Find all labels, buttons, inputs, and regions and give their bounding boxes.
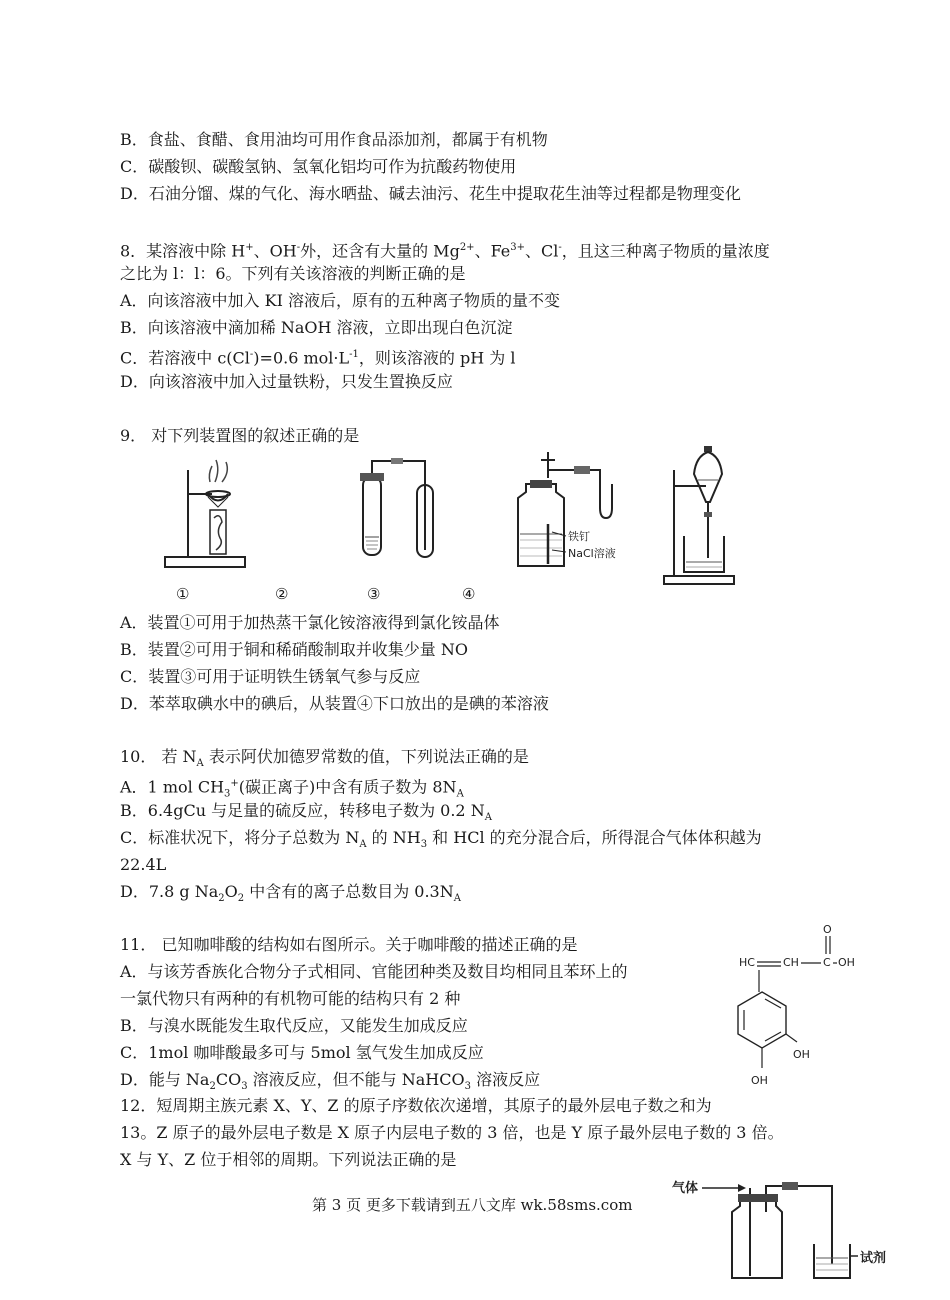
apparatus-2-tube-figure <box>355 455 445 560</box>
q8-stem-2: 之比为 l：l：6。下列有关该溶液的判断正确的是 <box>120 264 466 283</box>
q10-option-d: D．7.8 g $Na_2O_2$ 中含有的离子总数目为 $0.3N_A$ <box>120 882 461 905</box>
struct-oh-para: OH <box>751 1074 768 1087</box>
q7-option-c: C．碳酸钡、碳酸氢钠、氢氧化铝均可作为抗酸药物使用 <box>120 157 517 176</box>
q9-option-d: D．苯萃取碘水中的碘后，从装置④下口放出的是碘的苯溶液 <box>120 694 549 713</box>
q9-option-a: A．装置①可用于加热蒸干氯化铵溶液得到氯化铵晶体 <box>120 613 500 632</box>
apparatus-label-4: ④ <box>462 585 476 603</box>
q12-stem-3: X 与 Y、Z 位于相邻的周期。下列说法正确的是 <box>120 1150 457 1169</box>
q10-option-b: B．6.4gCu 与足量的硫反应，转移电子数为 0.2 $N_A$ <box>120 801 492 824</box>
q10-option-c-cont: 22.4L <box>120 855 167 874</box>
nacl-solution-label: NaCl溶液 <box>568 547 616 560</box>
q8-stem: 8．某溶液中除 H+、OH-外，还含有大量的 $Mg^{2+}$、$Fe^{3+}$、Cl-，且这三种离子物质的量浓度 <box>120 241 770 261</box>
q9-stem: 9． 对下列装置图的叙述正确的是 <box>120 426 360 445</box>
caffeic-acid-structure-figure <box>735 922 860 1092</box>
q12-stem-1: 12．短周期主族元素 X、Y、Z 的原子序数依次递增，其原子的最外层电子数之和为 <box>120 1096 712 1115</box>
q8-option-a: A．向该溶液中加入 KI 溶液后，原有的五种离子物质的量不变 <box>120 291 561 310</box>
q10-option-a: A．1 mol $CH_3^+$(碳正离子)中含有质子数为 $8N_A$ <box>120 777 464 800</box>
apparatus-label-1: ① <box>176 585 190 603</box>
q10-option-c: C．标准状况下，将分子总数为 $N_A$ 的 $NH_3$ 和 HCl 的充分混合后，所得混合气体体积越为 <box>120 828 762 851</box>
q11-option-b: B．与溴水既能发生取代反应，又能发生加成反应 <box>120 1016 468 1035</box>
struct-oh-meta: OH <box>793 1048 810 1061</box>
struct-o-label: O <box>823 923 832 936</box>
struct-hc-label: HC <box>739 956 755 969</box>
apparatus-1-evaporation-figure <box>160 452 250 577</box>
struct-oh-carboxyl: OH <box>838 956 855 969</box>
gas-washing-apparatus-figure <box>670 1172 910 1280</box>
q8-option-b: B．向该溶液中滴加稀 NaOH 溶液，立即出现白色沉淀 <box>120 318 513 337</box>
apparatus-4-separatory-funnel-figure <box>660 440 740 588</box>
struct-c-label: C <box>823 956 831 969</box>
page-footer: 第 3 页 更多下载请到五八文库 wk.58sms.com <box>312 1196 633 1214</box>
struct-ch-label: CH <box>783 956 799 969</box>
apparatus-3-iron-nail-figure <box>508 448 648 573</box>
reagent-label: 试剂 <box>860 1251 887 1266</box>
apparatus-label-2: ② <box>275 585 289 603</box>
q10-stem: 10． 若 $N_A$ 表示阿伏加德罗常数的值，下列说法正确的是 <box>120 747 529 770</box>
q8-option-c: C．若溶液中 c(Cl-)=0.6 $mol\cdot L^{-1}$，则该溶液的 pH 为 l <box>120 348 516 368</box>
q11-stem: 11． 已知咖啡酸的结构如右图所示。关于咖啡酸的描述正确的是 <box>120 935 578 954</box>
q9-option-b: B．装置②可用于铜和稀硝酸制取并收集少量 NO <box>120 640 468 659</box>
q9-option-c: C．装置③可用于证明铁生锈氧气参与反应 <box>120 667 421 686</box>
iron-nail-label: 铁钉 <box>568 530 590 543</box>
q11-option-c: C．1mol 咖啡酸最多可与 5mol 氢气发生加成反应 <box>120 1043 484 1062</box>
gas-label: 气体 <box>672 1181 699 1196</box>
q8-option-d: D．向该溶液中加入过量铁粉，只发生置换反应 <box>120 372 453 391</box>
q11-option-d: D．能与 $Na_2CO_3$ 溶液反应，但不能与 NaHCO$_3$ 溶液反应 <box>120 1070 541 1093</box>
q12-stem-2: 13。Z 原子的最外层电子数是 X 原子内层电子数的 3 倍，也是 Y 原子最外层电子数的 3 倍。 <box>120 1123 784 1142</box>
q11-option-a: A．与该芳香族化合物分子式相同、官能团种类及数目均相同且苯环上的 <box>120 962 628 981</box>
q7-option-d: D．石油分馏、煤的气化、海水晒盐、碱去油污、花生中提取花生油等过程都是物理变化 <box>120 184 741 203</box>
apparatus-label-3: ③ <box>367 585 381 603</box>
q7-option-b: B．食盐、食醋、食用油均可用作食品添加剂，都属于有机物 <box>120 130 548 149</box>
q11-option-a-cont: 一氯代物只有两种的有机物可能的结构只有 2 种 <box>120 989 461 1008</box>
